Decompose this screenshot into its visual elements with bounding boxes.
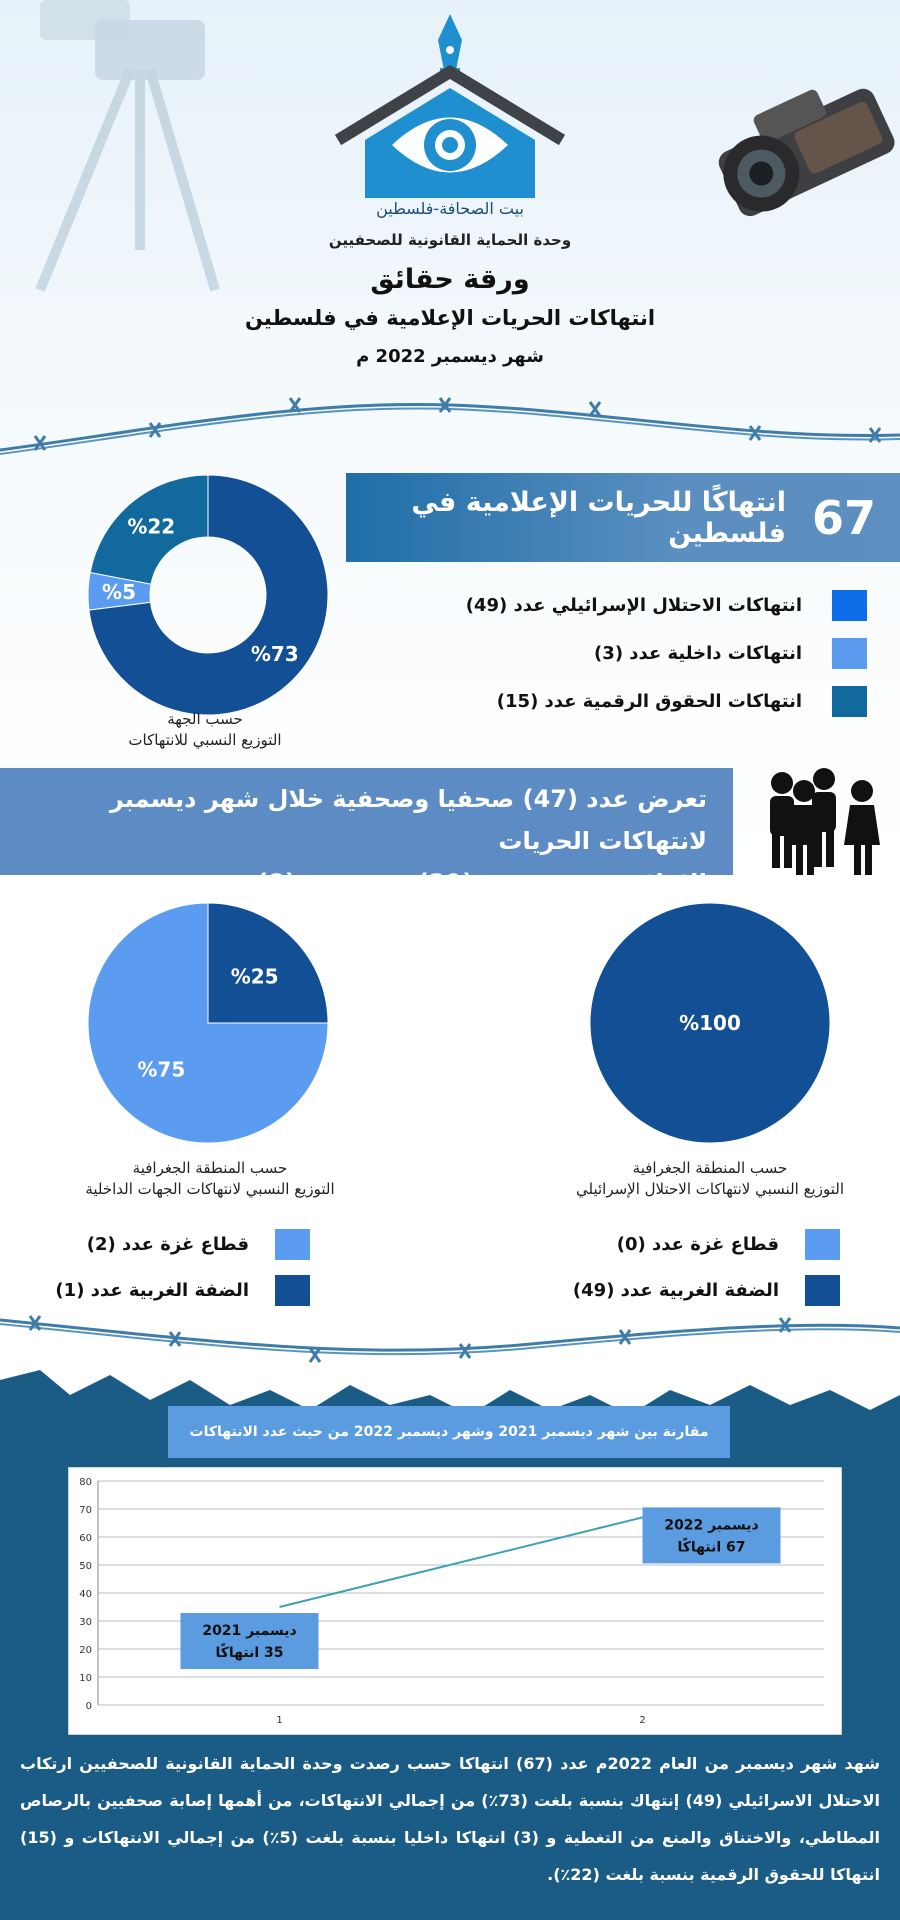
pie-slice-label: %73 [250, 641, 299, 666]
y-tick-label: 20 [79, 1645, 92, 1656]
journalists-banner [0, 768, 733, 897]
x-tick-label: 2 [639, 1715, 646, 1726]
legend-label: الضفة الغربية عدد (1) [55, 1279, 249, 1301]
y-tick-label: 10 [79, 1673, 92, 1684]
y-tick-label: 70 [79, 1505, 92, 1516]
pie-slice-label: %100 [679, 1011, 741, 1035]
internal-caption-line1: حسب المنطقة الجغرافية [132, 1159, 288, 1177]
internal-caption-line2: التوزيع النسبي لانتهاكات الجهات الداخلية [85, 1180, 335, 1198]
legend-swatch [832, 590, 867, 621]
page-title: ورقة حقائق [370, 264, 530, 295]
journalists-line1: تعرض عدد (47) صحفيا وصحفية خلال شهر ديسمبر لانتهاكات الحريات [109, 785, 707, 855]
y-tick-label: 80 [79, 1477, 92, 1488]
legend-label: الضفة الغربية عدد (49) [572, 1279, 779, 1301]
israeli-chart-caption [540, 1158, 880, 1200]
comparison-line-chart [68, 1467, 842, 1735]
data-annotation [181, 1613, 319, 1669]
summary-paragraph: شهد شهر ديسمبر من العام 2022م عدد (67) انتهاكا حسب رصدت وحدة الحماية القانونية للصحفيين ارتكاب الاحتلال الاسرائيلي (49) إنتهاك بنسبة بلغت (73٪) من إجمالي الانتهاكات، من أهمها إصابة صحفيين بالرصاص المطاطي، والاختناق والمنع من التغطية و (3) انتهاكا داخليا بنسبة بلغت (5٪) من إجمالي الانتهاكات و (15) انتهاكا للحقوق الرقمية بنسبة بلغت (22٪). [20, 1754, 881, 1884]
legend-label: انتهاكات الحقوق الرقمية عدد (15) [496, 690, 802, 712]
party-caption-line1: حسب الجهة [167, 710, 243, 728]
legend-label: قطاع غزة عدد (2) [86, 1233, 249, 1255]
y-tick-label: 0 [85, 1701, 92, 1712]
data-annotation [643, 1507, 781, 1563]
legend-swatch [805, 1229, 840, 1260]
legend-label: انتهاكات داخلية عدد (3) [594, 642, 802, 664]
pie-slice-label: %75 [137, 1057, 186, 1082]
pie-slice-label: %5 [102, 580, 137, 605]
comparison-title: مقارنة بين شهر ديسمبر 2021 وشهر ديسمبر 2022 من حيث عدد الانتهاكات [168, 1406, 730, 1458]
legend-swatch [832, 686, 867, 717]
israeli-legend [550, 1227, 840, 1307]
legend-label: قطاع غزة عدد (0) [616, 1233, 779, 1255]
legend-item-digital [440, 684, 867, 718]
y-tick-label: 60 [79, 1533, 92, 1544]
house-eye-logo [330, 10, 570, 200]
annotation-value: 67 انتهاكًا [677, 1539, 746, 1556]
israeli-caption-line2: التوزيع النسبي لانتهاكات الاحتلال الإسرائيلي [575, 1180, 844, 1198]
barbed-wire-divider [0, 380, 900, 470]
legend-swatch [832, 638, 867, 669]
y-tick-label: 40 [79, 1589, 92, 1600]
legend-item-israeli [440, 588, 867, 622]
violations-by-party-donut-chart [83, 470, 333, 720]
party-legend [440, 588, 867, 718]
people-group-icon [762, 765, 890, 880]
x-tick-label: 1 [276, 1715, 283, 1726]
pie-slice-label: %25 [230, 964, 279, 989]
annotation-label: ديسمبر 2022 [664, 1517, 759, 1534]
headline-text: انتهاكًا للحريات الإعلامية في فلسطين [411, 486, 786, 549]
legend-label: انتهاكات الاحتلال الإسرائيلي عدد (49) [465, 594, 802, 616]
annotation-label: ديسمبر 2021 [202, 1623, 297, 1639]
legend-swatch [275, 1229, 310, 1260]
report-date: شهر ديسمبر 2022 م [356, 346, 544, 367]
journalists-line2: الإعلامية، من بينهم (39) صحفي و (8) صحفية. [157, 869, 707, 897]
headline-count: 67 [811, 490, 876, 545]
legend-item-gaza [40, 1227, 310, 1261]
pie-slice-label: %22 [127, 514, 176, 539]
israeli-geo-pie-chart [585, 898, 835, 1148]
israeli-caption-line1: حسب المنطقة الجغرافية [632, 1159, 788, 1177]
annotation-value: 35 انتهاكًا [215, 1645, 284, 1661]
y-tick-label: 50 [79, 1561, 92, 1572]
tripod-illustration [0, 0, 260, 300]
party-chart-caption [90, 709, 320, 751]
party-caption-line2: التوزيع النسبي للانتهاكات [128, 731, 282, 749]
legend-item-gaza [550, 1227, 840, 1261]
y-tick-label: 30 [79, 1617, 92, 1628]
org-unit: وحدة الحماية القانونية للصحفيين [328, 231, 572, 249]
internal-legend [40, 1227, 310, 1307]
legend-item-internal [440, 636, 867, 670]
page-subtitle: انتهاكات الحريات الإعلامية في فلسطين [244, 306, 656, 330]
headline-banner [346, 473, 900, 562]
pie-slice [208, 903, 328, 1023]
internal-chart-caption [50, 1158, 370, 1200]
internal-geo-pie-chart [83, 898, 333, 1148]
org-name: بيت الصحافة-فلسطين [376, 199, 524, 218]
